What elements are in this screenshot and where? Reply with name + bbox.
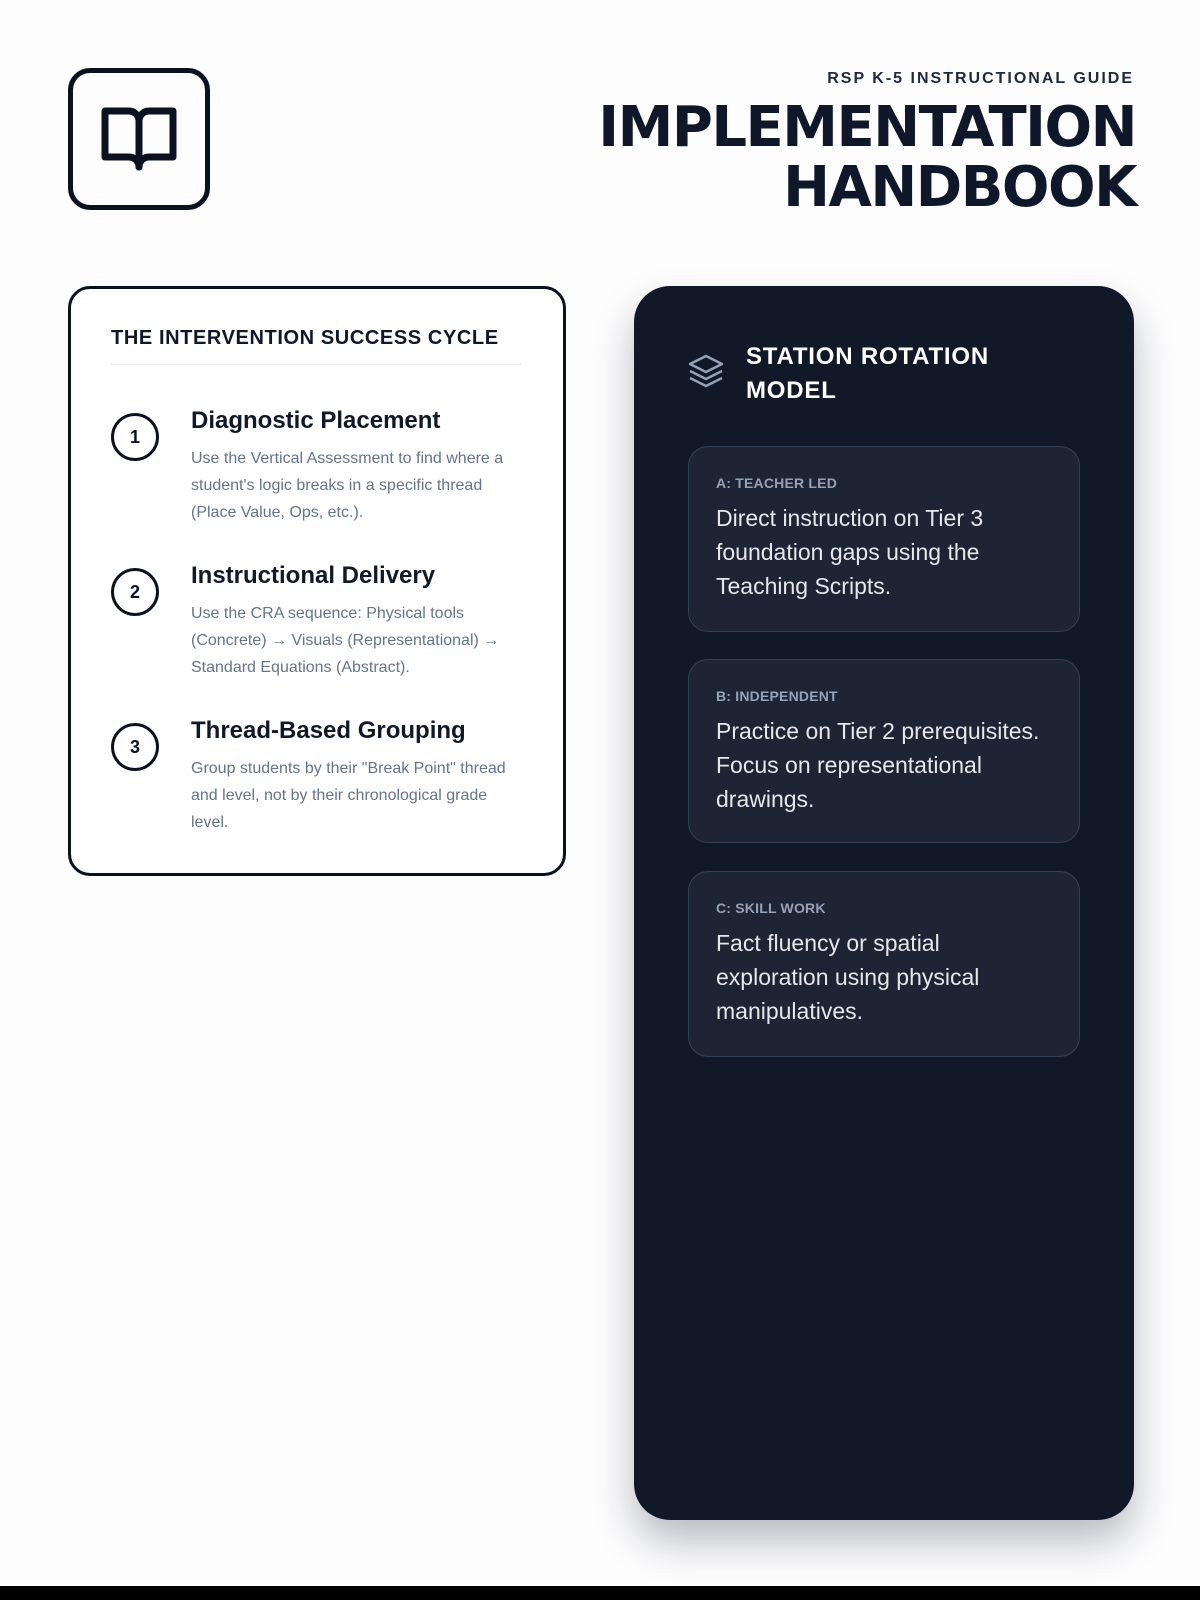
station-card-a	[688, 446, 1080, 632]
guide-eyebrow: RSP K-5 INSTRUCTIONAL GUIDE	[827, 70, 1134, 87]
station-text: Fact fluency or spatial exploration using physical manipulatives.	[716, 930, 980, 1024]
step-heading: Instructional Delivery	[191, 562, 436, 589]
station-label: B: INDEPENDENT	[716, 688, 838, 704]
station-label: A: TEACHER LED	[716, 475, 838, 491]
step-heading: Diagnostic Placement	[191, 407, 441, 434]
intervention-cycle-card	[68, 286, 566, 876]
station-title: STATION ROTATION MODEL	[746, 343, 989, 404]
page-title	[598, 95, 1136, 220]
step-description: Use the Vertical Assessment to find where a student's logic breaks in a specific thread (Place Value, Ops, etc.).	[191, 450, 504, 521]
step-number-badge: 1	[111, 413, 159, 461]
handbook-logo	[68, 68, 210, 210]
step-number-badge: 2	[111, 568, 159, 616]
cycle-title: THE INTERVENTION SUCCESS CYCLE	[111, 327, 521, 365]
step-number-badge: 3	[111, 723, 159, 771]
layers-icon	[686, 352, 726, 392]
station-text: Practice on Tier 2 prerequisites. Focus on representational drawings.	[716, 718, 1040, 812]
station-card-b	[688, 659, 1080, 843]
step-heading: Thread-Based Grouping	[191, 717, 466, 744]
step-description: Group students by their "Break Point" thread and level, not by their chronological grade level.	[191, 760, 506, 831]
station-rotation-card	[634, 286, 1134, 1520]
open-book-icon	[99, 103, 179, 175]
station-card-c	[688, 871, 1080, 1057]
step-description: Use the CRA sequence: Physical tools (Concrete) → Visuals (Representational) → Standard Equations (Abstract).	[191, 605, 500, 676]
station-label: C: SKILL WORK	[716, 900, 826, 916]
page-title-line-1: IMPLEMENTATION	[598, 95, 1136, 160]
bottom-edge-bar	[0, 1586, 1200, 1600]
page-title-line-2: HANDBOOK	[783, 155, 1136, 220]
station-text: Direct instruction on Tier 3 foundation gaps using the Teaching Scripts.	[716, 505, 984, 599]
